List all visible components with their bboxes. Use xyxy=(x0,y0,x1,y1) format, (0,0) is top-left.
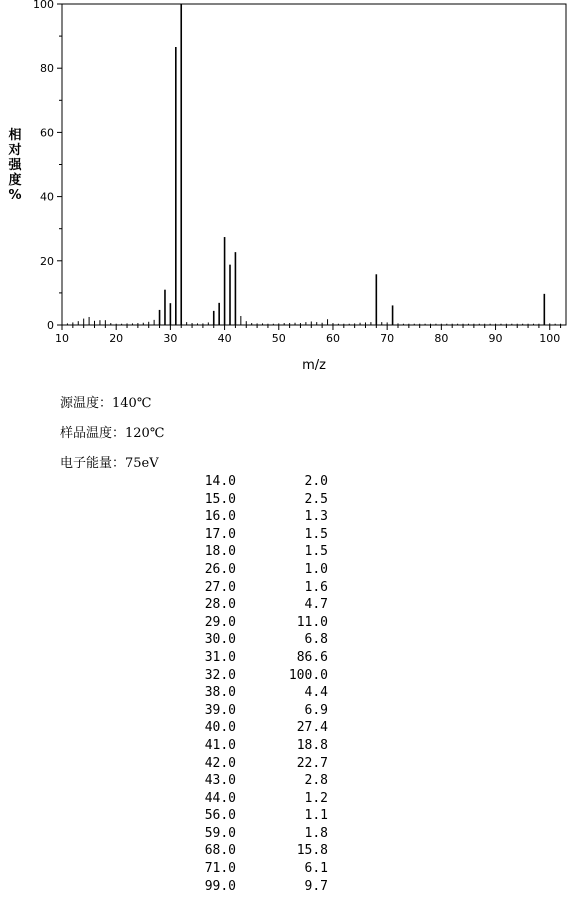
intensity-cell: 11.0 xyxy=(296,614,328,630)
y-axis-title-char: 强 xyxy=(8,158,22,173)
y-tick-label: 20 xyxy=(40,254,54,268)
mz-cell: 29.0 xyxy=(204,614,236,630)
spacer-cell xyxy=(236,790,286,808)
mz-cell: 41.0 xyxy=(204,737,236,753)
spacer-cell xyxy=(236,543,286,561)
mz-cell: 68.0 xyxy=(204,843,236,859)
table-row xyxy=(196,755,328,773)
spacer-cell xyxy=(236,667,286,685)
spacer-cell xyxy=(236,842,286,860)
spacer-cell xyxy=(236,473,286,491)
spacer-cell xyxy=(236,860,286,878)
mz-cell: 26.0 xyxy=(204,561,236,577)
spacer-cell xyxy=(236,561,286,579)
x-axis-title: m/z xyxy=(302,358,326,373)
table-row xyxy=(196,807,328,825)
y-axis-title xyxy=(6,128,24,203)
mz-cell: 59.0 xyxy=(204,825,236,841)
spacer-cell xyxy=(236,719,286,737)
x-tick-label: 90 xyxy=(488,332,503,345)
y-axis-title-char: 度 xyxy=(8,173,22,188)
y-tick-label: 80 xyxy=(40,62,54,76)
spacer-cell xyxy=(236,825,286,843)
intensity-cell: 15.8 xyxy=(296,843,328,859)
intensity-cell: 100.0 xyxy=(288,667,328,683)
spacer-cell xyxy=(236,755,286,773)
spacer-cell xyxy=(236,684,286,702)
intensity-cell: 22.7 xyxy=(296,755,328,771)
y-axis-title-char: % xyxy=(8,188,22,203)
intensity-cell: 2.5 xyxy=(304,491,328,507)
intensity-cell: 2.8 xyxy=(304,773,328,789)
mz-cell: 18.0 xyxy=(204,544,236,560)
intensity-cell: 86.6 xyxy=(296,649,328,665)
intensity-cell: 2.0 xyxy=(304,474,328,489)
mz-cell: 17.0 xyxy=(204,526,236,542)
spacer-cell xyxy=(236,649,286,667)
sample-temperature: 样品温度：120℃ xyxy=(60,426,165,441)
spacer-cell xyxy=(236,772,286,790)
intensity-cell: 18.8 xyxy=(296,737,328,753)
x-tick-label: 40 xyxy=(217,332,232,345)
table-row xyxy=(196,702,328,720)
spacer-cell xyxy=(236,491,286,509)
table-row xyxy=(196,842,328,860)
table-row xyxy=(196,825,328,843)
mz-cell: 32.0 xyxy=(204,667,236,683)
x-tick-label: 80 xyxy=(434,332,449,345)
y-tick-label: 40 xyxy=(40,190,54,204)
spacer-cell xyxy=(236,631,286,649)
mz-cell: 40.0 xyxy=(204,720,236,736)
intensity-cell: 9.7 xyxy=(304,878,328,894)
table-row xyxy=(196,878,328,896)
source-temperature: 源温度：140℃ xyxy=(60,396,152,411)
y-axis-title-char: 相 xyxy=(8,128,22,143)
mz-cell: 56.0 xyxy=(204,808,236,824)
table-row xyxy=(196,719,328,737)
spacer-cell xyxy=(236,508,286,526)
mz-cell: 30.0 xyxy=(204,632,236,648)
intensity-cell: 1.8 xyxy=(304,825,328,841)
spacer-cell xyxy=(236,579,286,597)
y-axis-title-char: 对 xyxy=(8,143,22,158)
intensity-cell: 1.3 xyxy=(304,509,328,525)
spacer-cell xyxy=(236,737,286,755)
spacer-cell xyxy=(236,702,286,720)
table-row xyxy=(196,579,328,597)
x-tick-label: 30 xyxy=(163,332,178,345)
y-tick-label: 0 xyxy=(47,319,54,332)
mz-cell: 38.0 xyxy=(204,685,236,701)
table-row xyxy=(196,473,328,491)
spacer-cell xyxy=(236,596,286,614)
spacer-cell xyxy=(236,526,286,544)
x-tick-label: 20 xyxy=(109,332,124,345)
table-row xyxy=(196,860,328,878)
x-tick-label: 100 xyxy=(539,332,561,345)
table-row xyxy=(196,561,328,579)
table-row xyxy=(196,649,328,667)
spacer-cell xyxy=(236,878,286,896)
intensity-cell: 27.4 xyxy=(296,720,328,736)
mass-spectrum-chart xyxy=(0,0,570,380)
intensity-cell: 1.1 xyxy=(304,808,328,824)
table-row xyxy=(196,772,328,790)
intensity-cell: 1.5 xyxy=(304,544,328,560)
table-row xyxy=(196,596,328,614)
mz-cell: 44.0 xyxy=(204,790,236,806)
intensity-cell: 4.4 xyxy=(304,685,328,701)
mz-cell: 27.0 xyxy=(204,579,236,595)
mz-cell: 71.0 xyxy=(204,861,236,877)
mz-cell: 99.0 xyxy=(204,878,236,894)
table-row xyxy=(196,737,328,755)
intensity-cell: 1.5 xyxy=(304,526,328,542)
intensity-cell: 1.6 xyxy=(304,579,328,595)
intensity-cell: 1.2 xyxy=(304,790,328,806)
plot-frame xyxy=(62,4,566,325)
intensity-cell: 6.1 xyxy=(304,861,328,877)
y-tick-label: 100 xyxy=(33,0,54,11)
table-row xyxy=(196,631,328,649)
intensity-cell: 4.7 xyxy=(304,597,328,613)
x-tick-label: 10 xyxy=(55,332,69,345)
table-row xyxy=(196,491,328,509)
x-tick-label: 50 xyxy=(271,332,286,345)
table-row xyxy=(196,684,328,702)
table-row xyxy=(196,543,328,561)
x-tick-label: 60 xyxy=(325,332,340,345)
mz-cell: 28.0 xyxy=(204,597,236,613)
mz-cell: 31.0 xyxy=(204,649,236,665)
table-row xyxy=(196,508,328,526)
y-tick-label: 60 xyxy=(40,126,54,140)
spacer-cell xyxy=(236,614,286,632)
mz-cell: 16.0 xyxy=(204,509,236,525)
spacer-cell xyxy=(236,807,286,825)
mz-cell: 15.0 xyxy=(204,491,236,507)
table-row xyxy=(196,614,328,632)
mz-cell: 14.0 xyxy=(204,474,236,489)
peak-table xyxy=(196,473,328,895)
table-row xyxy=(196,790,328,808)
intensity-cell: 6.9 xyxy=(304,702,328,718)
mz-cell: 42.0 xyxy=(204,755,236,771)
intensity-cell: 1.0 xyxy=(304,561,328,577)
electron-energy: 电子能量：75eV xyxy=(60,456,159,471)
mz-cell: 39.0 xyxy=(204,702,236,718)
intensity-cell: 6.8 xyxy=(304,632,328,648)
mz-cell: 43.0 xyxy=(204,773,236,789)
table-row xyxy=(196,526,328,544)
table-row xyxy=(196,667,328,685)
x-tick-label: 70 xyxy=(380,332,395,345)
